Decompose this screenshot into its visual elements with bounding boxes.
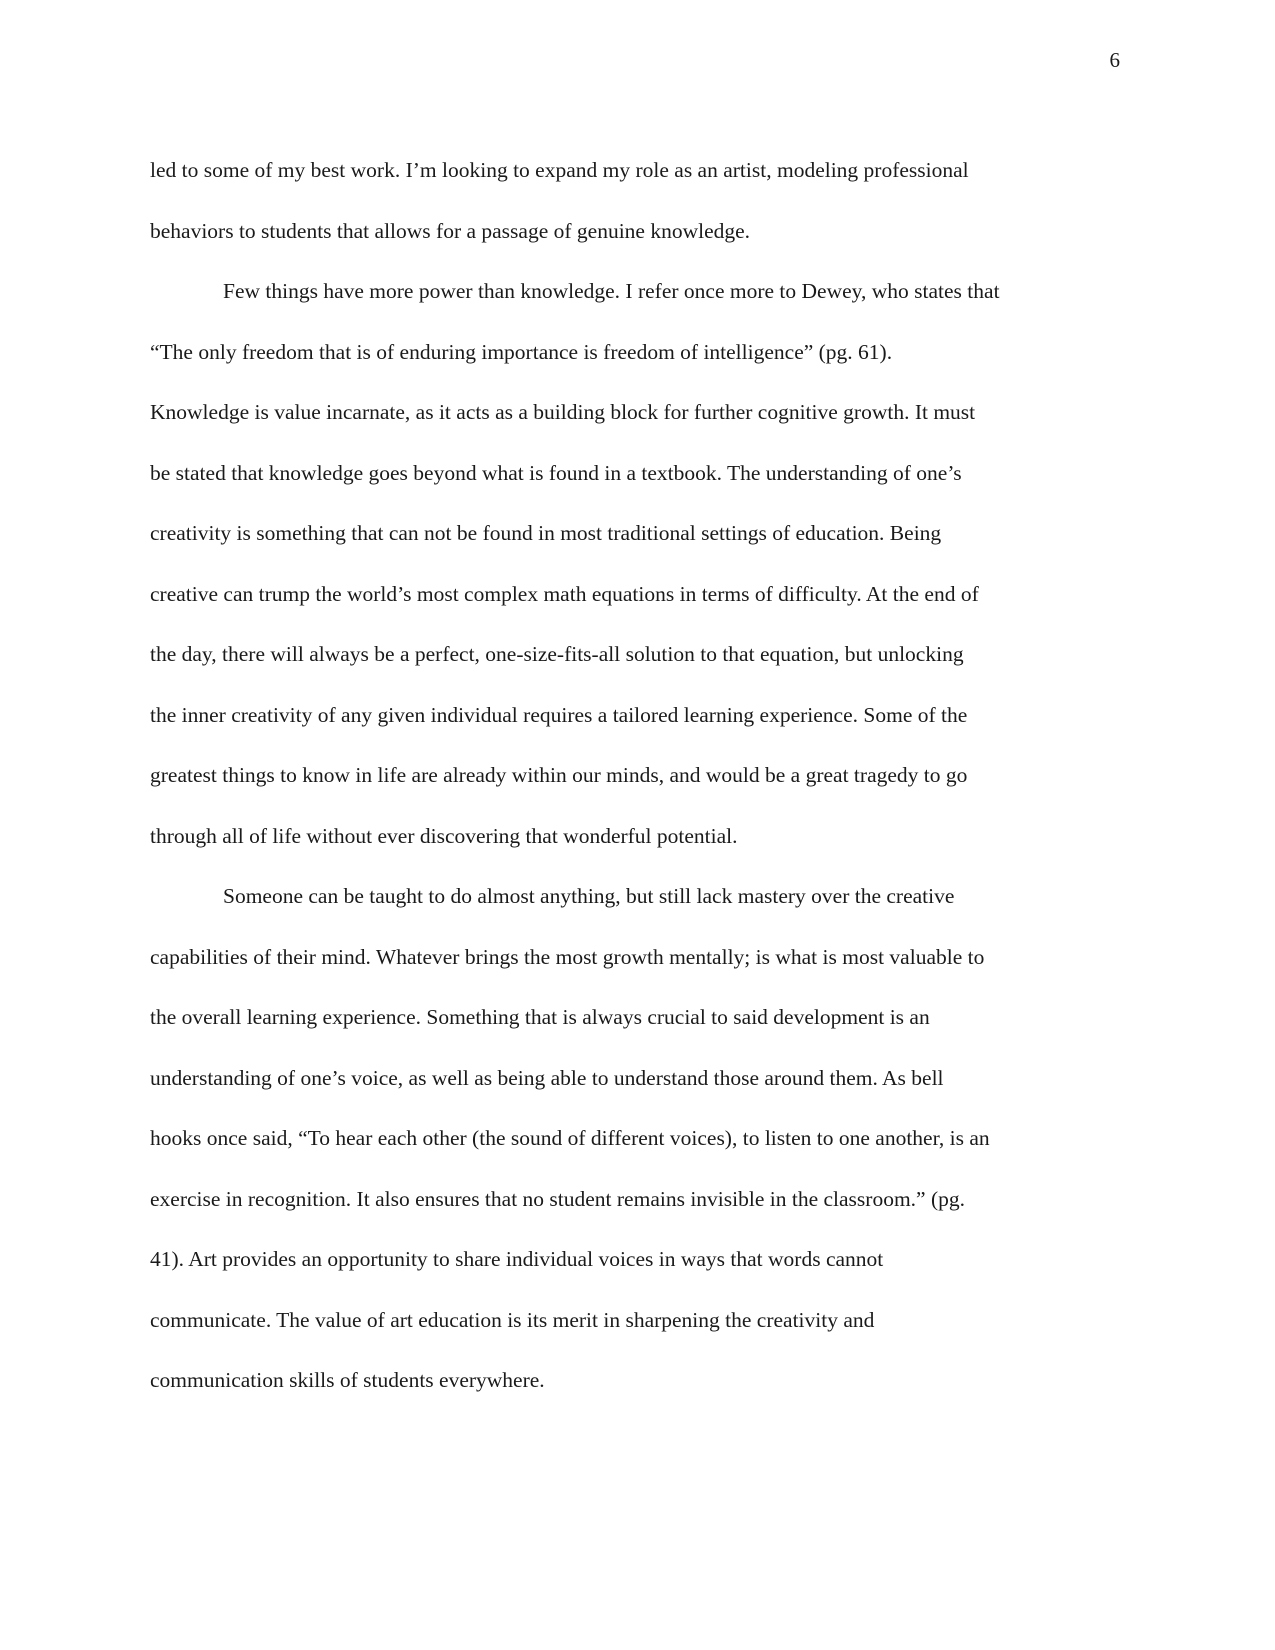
text-line: creativity is something that can not be found in most traditional settings of education. Being	[150, 521, 942, 545]
text-line: 41). Art provides an opportunity to share individual voices in ways that words cannot	[150, 1247, 884, 1271]
text-line: creative can trump the world’s most complex math equations in terms of difficulty. At the end of	[150, 581, 979, 606]
text-line: hooks once said, “To hear each other (the sound of different voices), to listen to one another, is an	[150, 1126, 990, 1150]
paragraph	[150, 866, 1125, 1411]
text-line: Knowledge is value incarnate, as it acts as a building block for further cognitive growth. It must	[150, 400, 976, 424]
text-line: exercise in recognition. It also ensures that no student remains invisible in the classroom.” (pg.	[150, 1186, 966, 1211]
text-line: communicate. The value of art education is its merit in sharpening the creativity and	[150, 1307, 875, 1332]
body-text	[150, 140, 1125, 1411]
text-line: behaviors to students that allows for a passage of genuine knowledge.	[150, 218, 751, 243]
text-line: be stated that knowledge goes beyond what is found in a textbook. The understanding of one’s	[150, 460, 962, 485]
page-number: 6	[1109, 48, 1120, 72]
text-line: Someone can be taught to do almost anything, but still lack mastery over the creative	[223, 884, 955, 908]
text-line: communication skills of students everywhere.	[150, 1368, 545, 1392]
text-line: greatest things to know in life are already within our minds, and would be a great tragedy to go	[150, 763, 968, 787]
text-line: through all of life without ever discovering that wonderful potential.	[150, 823, 738, 848]
paragraph	[150, 140, 1125, 261]
text-line: Few things have more power than knowledge. I refer once more to Dewey, who states that	[223, 279, 1000, 303]
text-line: “The only freedom that is of enduring importance is freedom of intelligence” (pg. 61).	[150, 339, 893, 364]
text-line: the overall learning experience. Something that is always crucial to said development is an	[150, 1005, 930, 1029]
text-line: the inner creativity of any given individual requires a tailored learning experience. Some of the	[150, 702, 968, 727]
text-line: the day, there will always be a perfect, one-size-fits-all solution to that equation, but unlocking	[150, 642, 964, 666]
text-line: capabilities of their mind. Whatever brings the most growth mentally; is what is most valuable to	[150, 944, 985, 969]
text-line: led to some of my best work. I’m looking to expand my role as an artist, modeling professional	[150, 158, 969, 182]
text-line: understanding of one’s voice, as well as being able to understand those around them. As bell	[150, 1065, 944, 1090]
paragraph	[150, 261, 1125, 866]
